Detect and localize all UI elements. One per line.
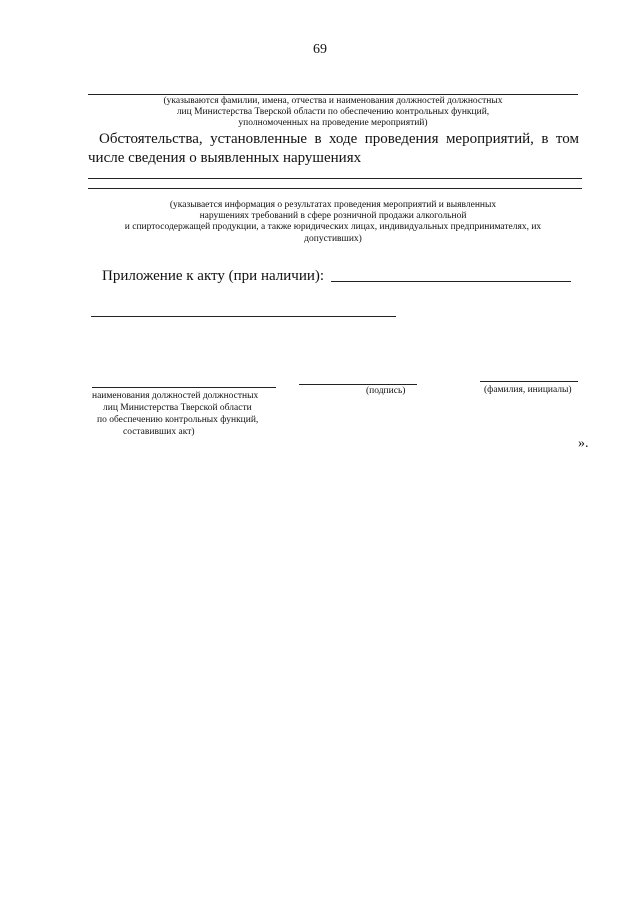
circumstances-word: в bbox=[541, 131, 549, 147]
position-caption-line-3: по обеспечению контрольных функций, bbox=[97, 415, 259, 425]
info-note-line-1: (указывается информация о результатах проведения мероприятий и выявленных bbox=[169, 200, 497, 210]
circumstances-word: мероприятий, bbox=[445, 131, 534, 147]
attachment-label: Приложение к акту (при наличии): bbox=[102, 268, 325, 284]
attachment-second-line bbox=[91, 316, 396, 317]
circumstances-line-2: числе сведения о выявленных нарушениях bbox=[88, 150, 362, 166]
info-note-line-3: и спиртосодержащей продукции, а также юридических лицах, индивидуальных предпринимателях, их bbox=[124, 222, 542, 232]
position-caption-line-4: составивших акт) bbox=[123, 427, 195, 437]
circumstances-fill-line-2 bbox=[88, 188, 582, 189]
circumstances-word: Обстоятельства, bbox=[99, 131, 203, 147]
info-note-line-4: допустивших) bbox=[304, 234, 362, 244]
circumstances-word: том bbox=[555, 131, 579, 147]
circumstances-fill-line-1 bbox=[88, 178, 582, 179]
name-caption: (фамилия, инициалы) bbox=[484, 385, 572, 395]
closing-mark: ». bbox=[578, 436, 589, 451]
circumstances-word: ходе bbox=[329, 131, 358, 147]
circumstances-line-1 bbox=[99, 130, 579, 149]
officials-note-line-2: лиц Министерства Тверской области по обеспечению контрольных функций, bbox=[176, 107, 490, 117]
circumstances-word: проведения bbox=[364, 131, 439, 147]
info-note-line-2: нарушениях требований в сфере розничной продажи алкогольной bbox=[199, 211, 467, 221]
signature-caption: (подпись) bbox=[366, 386, 406, 396]
name-input-line bbox=[480, 381, 578, 382]
signature-input-line bbox=[299, 384, 417, 385]
circumstances-word: установленные bbox=[210, 131, 307, 147]
officials-input-line bbox=[88, 94, 578, 95]
position-caption-line-2: лиц Министерства Тверской области bbox=[103, 403, 252, 413]
position-input-line bbox=[92, 387, 276, 388]
page-number: 69 bbox=[313, 42, 327, 57]
circumstances-word: в bbox=[314, 131, 322, 147]
attachment-fill-line bbox=[331, 281, 571, 282]
officials-note-line-3: уполномоченных на проведение мероприятий) bbox=[238, 118, 428, 128]
officials-note-line-1: (указываются фамилии, имена, отчества и наименования должностей должностных bbox=[163, 96, 503, 106]
position-caption-line-1: наименования должностей должностных bbox=[92, 391, 259, 401]
